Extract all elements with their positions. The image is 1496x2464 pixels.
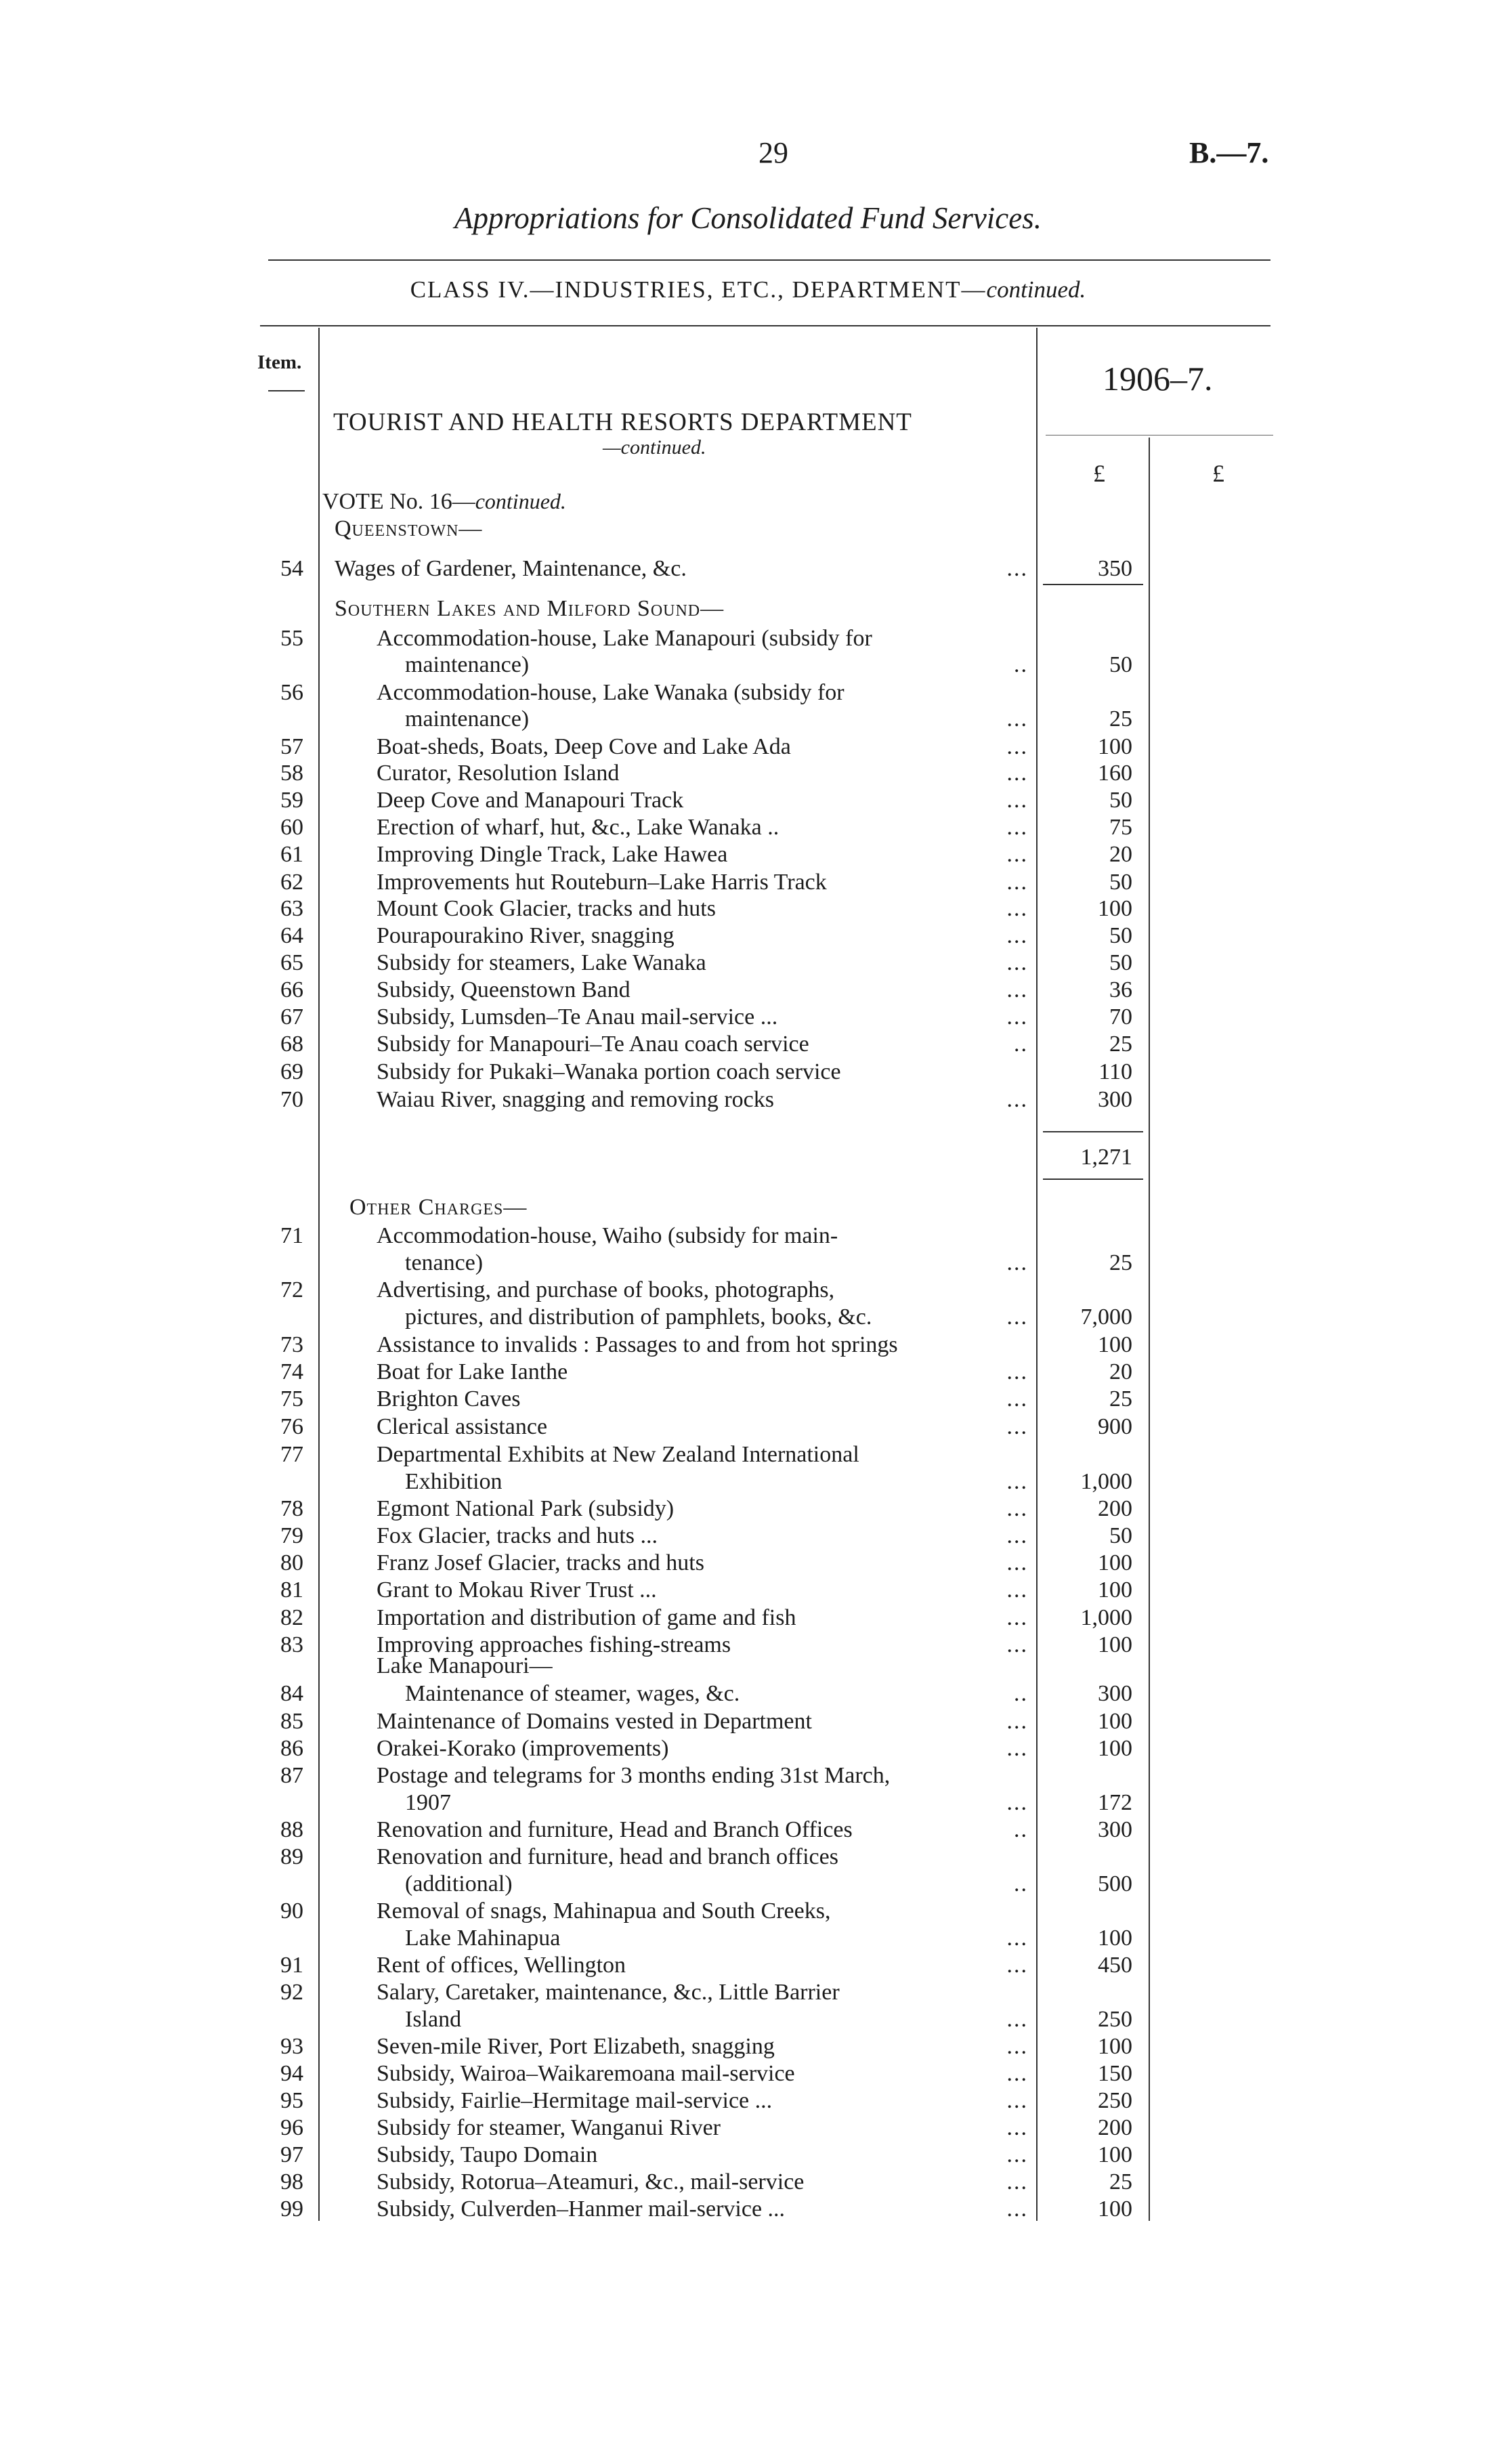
year-header: 1906–7. bbox=[1103, 360, 1213, 398]
item-amount: 25 bbox=[1109, 2169, 1132, 2194]
item-amount: 20 bbox=[1109, 842, 1132, 867]
item-description: Seven-mile River, Port Elizabeth, snagging bbox=[377, 2034, 775, 2059]
pound-header-col2: £ bbox=[1212, 460, 1224, 487]
item-amount: 250 bbox=[1098, 2007, 1132, 2032]
item-number: 79 bbox=[280, 1523, 303, 1548]
item-description: Boat for Lake Ianthe bbox=[377, 1359, 568, 1384]
item-column-header: Item. bbox=[257, 352, 302, 373]
item-number: 89 bbox=[280, 1844, 303, 1869]
leader-dots: ... bbox=[1006, 2142, 1028, 2167]
item-description: pictures, and distribution of pamphlets, books, &c. bbox=[405, 1304, 872, 1330]
item-amount: 500 bbox=[1098, 1871, 1132, 1896]
item-description: Deep Cove and Manapouri Track bbox=[377, 788, 684, 813]
table-row bbox=[0, 760, 1496, 787]
item-description: Subsidy, Rotorua–Ateamuri, &c., mail-service bbox=[377, 2169, 805, 2194]
leader-dots: ... bbox=[1006, 1359, 1028, 1384]
item-description: Improving approaches fishing-streams bbox=[377, 1632, 731, 1657]
item-amount: 100 bbox=[1098, 1550, 1132, 1575]
item-amount: 25 bbox=[1109, 1032, 1132, 1057]
item-number: 87 bbox=[280, 1763, 303, 1788]
item-number: 96 bbox=[280, 2115, 303, 2140]
leader-dots: ... bbox=[1006, 1414, 1028, 1439]
item-description: Rent of offices, Wellington bbox=[377, 1953, 626, 1978]
department-continued: —continued. bbox=[603, 436, 706, 459]
item-amount: 25 bbox=[1109, 1386, 1132, 1411]
item-amount: 50 bbox=[1109, 788, 1132, 813]
item-amount: 300 bbox=[1098, 1681, 1132, 1706]
leader-dots: ... bbox=[1006, 788, 1028, 813]
leader-dots: ... bbox=[1006, 556, 1028, 581]
item-number: 94 bbox=[280, 2061, 303, 2086]
leader-dots: ... bbox=[1006, 1605, 1028, 1630]
leader-dots: ... bbox=[1006, 1577, 1028, 1602]
item-amount: 25 bbox=[1109, 1250, 1132, 1275]
table-row bbox=[0, 1577, 1496, 1604]
leader-dots: ... bbox=[1006, 950, 1028, 975]
subtotal-top-rule-southern bbox=[1043, 1131, 1143, 1132]
item-description: Orakei-Korako (improvements) bbox=[377, 1736, 669, 1761]
leader-dots: .. bbox=[1014, 652, 1028, 677]
leader-dots: ... bbox=[1006, 1709, 1028, 1734]
item-number: 81 bbox=[280, 1577, 303, 1602]
item-description: (additional) bbox=[405, 1871, 513, 1896]
table-row bbox=[0, 1250, 1496, 1277]
item-number: 66 bbox=[280, 977, 303, 1002]
item-description: Assistance to invalids : Passages to and from hot springs bbox=[377, 1332, 898, 1357]
leader-dots: ... bbox=[1006, 2088, 1028, 2113]
leader-dots: ... bbox=[1006, 1550, 1028, 1575]
vote-heading bbox=[322, 489, 566, 515]
item-number: 95 bbox=[280, 2088, 303, 2113]
leader-dots: ... bbox=[1006, 2061, 1028, 2086]
table-row bbox=[0, 1359, 1496, 1386]
department-heading: TOURIST AND HEALTH RESORTS DEPARTMENT bbox=[333, 408, 912, 436]
table-row bbox=[0, 814, 1496, 841]
item-amount: 75 bbox=[1109, 815, 1132, 840]
vote-continued: continued. bbox=[475, 489, 566, 513]
item-amount: 100 bbox=[1098, 1332, 1132, 1357]
leader-dots: ... bbox=[1006, 2196, 1028, 2222]
item-number: 68 bbox=[280, 1032, 303, 1057]
item-number: 62 bbox=[280, 870, 303, 895]
leader-dots: ... bbox=[1006, 1087, 1028, 1112]
item-description: maintenance) bbox=[405, 652, 530, 677]
section-heading-southern-lakes: Southern Lakes and Milford Sound— bbox=[335, 596, 725, 621]
item-description: Improving Dingle Track, Lake Hawea bbox=[377, 842, 728, 867]
item-description: Maintenance of steamer, wages, &c. bbox=[405, 1681, 740, 1706]
class-heading-text: CLASS IV.—INDUSTRIES, ETC., DEPARTMENT— bbox=[410, 276, 987, 303]
table-row bbox=[0, 1414, 1496, 1441]
item-number: 75 bbox=[280, 1386, 303, 1411]
item-amount: 100 bbox=[1098, 1736, 1132, 1761]
item-amount: 25 bbox=[1109, 706, 1132, 731]
leader-dots: ... bbox=[1006, 1250, 1028, 1275]
item-amount: 160 bbox=[1098, 761, 1132, 786]
page-number: 29 bbox=[758, 136, 788, 169]
table-row bbox=[0, 706, 1496, 733]
item-amount: 100 bbox=[1098, 1577, 1132, 1602]
item-description: Subsidy, Culverden–Hanmer mail-service ... bbox=[377, 2196, 786, 2222]
item-amount: 300 bbox=[1098, 1817, 1132, 1842]
item-number: 86 bbox=[280, 1736, 303, 1761]
item-number: 78 bbox=[280, 1496, 303, 1521]
table-row bbox=[0, 1332, 1496, 1359]
item-description: maintenance) bbox=[405, 706, 530, 731]
item-number: 99 bbox=[280, 2196, 303, 2222]
table-row bbox=[0, 1386, 1496, 1413]
item-number: 71 bbox=[280, 1223, 303, 1248]
item-number: 72 bbox=[280, 1277, 303, 1302]
leader-dots: ... bbox=[1006, 761, 1028, 786]
item-number: 91 bbox=[280, 1953, 303, 1978]
item-amount: 1,000 bbox=[1080, 1469, 1132, 1494]
item-number: 64 bbox=[280, 923, 303, 948]
item-description: Subsidy, Wairoa–Waikaremoana mail-service bbox=[377, 2061, 795, 2086]
item-amount: 50 bbox=[1109, 652, 1132, 677]
table-row bbox=[0, 2115, 1496, 2142]
item-description: Subsidy for steamer, Wanganui River bbox=[377, 2115, 721, 2140]
item-amount: 100 bbox=[1098, 2196, 1132, 2222]
document-reference: B.—7. bbox=[1189, 136, 1269, 169]
table-row bbox=[0, 2142, 1496, 2169]
item-amount: 50 bbox=[1109, 923, 1132, 948]
leader-dots: ... bbox=[1006, 896, 1028, 921]
item-amount: 100 bbox=[1098, 734, 1132, 759]
item-description: Accommodation-house, Lake Manapouri (subsidy for bbox=[377, 626, 872, 651]
item-description: tenance) bbox=[405, 1250, 484, 1275]
item-description: Salary, Caretaker, maintenance, &c., Little Barrier bbox=[377, 1980, 840, 2005]
item-description: Lake Mahinapua bbox=[405, 1926, 561, 1951]
item-number: 82 bbox=[280, 1605, 303, 1630]
section-heading-other-charges: Other Charges— bbox=[349, 1195, 528, 1220]
table-row bbox=[0, 1468, 1496, 1495]
item-description: Renovation and furniture, head and branch offices bbox=[377, 1844, 838, 1869]
item-description: Island bbox=[405, 2007, 462, 2032]
table-row bbox=[0, 652, 1496, 679]
table-row bbox=[0, 787, 1496, 814]
item-amount: 70 bbox=[1109, 1004, 1132, 1029]
item-number: 67 bbox=[280, 1004, 303, 1029]
table-row bbox=[0, 2060, 1496, 2087]
table-row bbox=[0, 1277, 1496, 1304]
table-row bbox=[0, 734, 1496, 761]
item-description: Boat-sheds, Boats, Deep Cove and Lake Ada bbox=[377, 734, 791, 759]
table-row bbox=[0, 1952, 1496, 1979]
section-heading-lake-manapouri: Lake Manapouri— bbox=[377, 1653, 553, 1678]
item-number: 80 bbox=[280, 1550, 303, 1575]
item-amount: 7,000 bbox=[1080, 1304, 1132, 1330]
table-row bbox=[0, 625, 1496, 652]
item-amount: 100 bbox=[1098, 1709, 1132, 1734]
item-description: Subsidy, Lumsden–Te Anau mail-service ... bbox=[377, 1004, 778, 1029]
item-description: Pourapourakino River, snagging bbox=[377, 923, 675, 948]
table-row bbox=[0, 1708, 1496, 1735]
table-row bbox=[0, 1086, 1496, 1113]
table-row bbox=[0, 1523, 1496, 1550]
item-number: 54 bbox=[280, 556, 303, 581]
leader-dots: .. bbox=[1014, 1032, 1028, 1057]
item-description: Subsidy for steamers, Lake Wanaka bbox=[377, 950, 706, 975]
item-description: Subsidy for Manapouri–Te Anau coach service bbox=[377, 1032, 809, 1057]
table-row bbox=[0, 1605, 1496, 1632]
item-description: Subsidy for Pukaki–Wanaka portion coach service bbox=[377, 1059, 841, 1084]
item-description: Maintenance of Domains vested in Department bbox=[377, 1709, 812, 1734]
leader-dots: ... bbox=[1006, 734, 1028, 759]
item-number: 92 bbox=[280, 1980, 303, 2005]
item-description: Fox Glacier, tracks and huts ... bbox=[377, 1523, 658, 1548]
item-amount: 1,000 bbox=[1080, 1605, 1132, 1630]
leader-dots: .. bbox=[1014, 1871, 1028, 1896]
page-title: Appropriations for Consolidated Fund Services. bbox=[454, 201, 1042, 235]
leader-dots: ... bbox=[1006, 1469, 1028, 1494]
item-description: Brighton Caves bbox=[377, 1386, 521, 1411]
item-description: Postage and telegrams for 3 months ending 31st March, bbox=[377, 1763, 891, 1788]
subtotal-bottom-rule-southern bbox=[1043, 1178, 1143, 1180]
leader-dots: ... bbox=[1006, 2115, 1028, 2140]
table-row bbox=[0, 1004, 1496, 1031]
item-number: 61 bbox=[280, 842, 303, 867]
item-description: Advertising, and purchase of books, photographs, bbox=[377, 1277, 835, 1302]
item-description: Franz Josef Glacier, tracks and huts bbox=[377, 1550, 704, 1575]
table-row bbox=[0, 1680, 1496, 1707]
table-row bbox=[0, 1031, 1496, 1058]
class-heading bbox=[0, 276, 1496, 303]
leader-dots: ... bbox=[1006, 1523, 1028, 1548]
table-row bbox=[0, 2196, 1496, 2223]
item-number: 85 bbox=[280, 1709, 303, 1734]
item-amount: 100 bbox=[1098, 896, 1132, 921]
item-description: Wages of Gardener, Maintenance, &c. bbox=[335, 556, 687, 581]
table-row bbox=[0, 841, 1496, 868]
leader-dots: ... bbox=[1006, 1790, 1028, 1815]
item-number: 74 bbox=[280, 1359, 303, 1384]
class-heading-continued: continued. bbox=[986, 276, 1086, 303]
leader-dots: .. bbox=[1014, 1681, 1028, 1706]
table-row bbox=[0, 1762, 1496, 1789]
item-number: 88 bbox=[280, 1817, 303, 1842]
item-number: 55 bbox=[280, 626, 303, 651]
leader-dots: ... bbox=[1006, 1926, 1028, 1951]
table-row bbox=[0, 1735, 1496, 1762]
item-description: Subsidy, Queenstown Band bbox=[377, 977, 631, 1002]
pound-header-col1: £ bbox=[1093, 460, 1105, 487]
item-amount: 200 bbox=[1098, 1496, 1132, 1521]
table-row bbox=[0, 2169, 1496, 2196]
item-amount: 50 bbox=[1109, 1523, 1132, 1548]
item-description: Accommodation-house, Lake Wanaka (subsidy for bbox=[377, 680, 845, 705]
southern-lakes-total: 1,271 bbox=[1080, 1145, 1132, 1170]
leader-dots: ... bbox=[1006, 842, 1028, 867]
table-row bbox=[0, 869, 1496, 896]
table-row bbox=[0, 1925, 1496, 1952]
item-amount: 250 bbox=[1098, 2088, 1132, 2113]
item-amount: 200 bbox=[1098, 2115, 1132, 2140]
item-amount: 100 bbox=[1098, 1632, 1132, 1657]
item-amount: 100 bbox=[1098, 2142, 1132, 2167]
section-heading-queenstown: Queenstown— bbox=[335, 516, 483, 541]
table-top-rule bbox=[260, 325, 1270, 326]
item-number: 93 bbox=[280, 2034, 303, 2059]
item-number: 84 bbox=[280, 1681, 303, 1706]
table-row bbox=[0, 1223, 1496, 1250]
item-number: 70 bbox=[280, 1087, 303, 1112]
table-row bbox=[0, 2033, 1496, 2060]
item-number: 63 bbox=[280, 896, 303, 921]
item-number: 57 bbox=[280, 734, 303, 759]
leader-dots: ... bbox=[1006, 1736, 1028, 1761]
item-description: Improvements hut Routeburn–Lake Harris Track bbox=[377, 870, 827, 895]
table-row bbox=[0, 2006, 1496, 2033]
item-amount: 110 bbox=[1098, 1059, 1132, 1084]
item-amount: 150 bbox=[1098, 2061, 1132, 2086]
item-description: Grant to Mokau River Trust ... bbox=[377, 1577, 657, 1602]
item-amount: 350 bbox=[1098, 556, 1132, 581]
leader-dots: ... bbox=[1006, 923, 1028, 948]
table-row bbox=[0, 1059, 1496, 1086]
table-row bbox=[0, 1979, 1496, 2006]
leader-dots: ... bbox=[1006, 1632, 1028, 1657]
item-number: 60 bbox=[280, 815, 303, 840]
item-description: Curator, Resolution Island bbox=[377, 761, 620, 786]
item-amount: 300 bbox=[1098, 1087, 1132, 1112]
table-row bbox=[0, 2087, 1496, 2115]
item-number: 65 bbox=[280, 950, 303, 975]
table-row bbox=[0, 1817, 1496, 1844]
item-number: 58 bbox=[280, 761, 303, 786]
item-number: 76 bbox=[280, 1414, 303, 1439]
leader-dots: ... bbox=[1006, 2169, 1028, 2194]
table-row bbox=[0, 555, 1496, 582]
table-row bbox=[0, 950, 1496, 977]
item-number: 98 bbox=[280, 2169, 303, 2194]
leader-dots: ... bbox=[1006, 977, 1028, 1002]
item-header-rule bbox=[268, 390, 305, 391]
leader-dots: ... bbox=[1006, 870, 1028, 895]
item-number: 97 bbox=[280, 2142, 303, 2167]
leader-dots: ... bbox=[1006, 1004, 1028, 1029]
table-row bbox=[0, 1495, 1496, 1523]
table-row bbox=[0, 1441, 1496, 1468]
item-amount: 100 bbox=[1098, 2034, 1132, 2059]
leader-dots: ... bbox=[1006, 1496, 1028, 1521]
leader-dots: ... bbox=[1006, 1386, 1028, 1411]
item-description: 1907 bbox=[405, 1790, 451, 1815]
leader-dots: ... bbox=[1006, 706, 1028, 731]
item-number: 69 bbox=[280, 1059, 303, 1084]
item-description: Removal of snags, Mahinapua and South Creeks, bbox=[377, 1898, 831, 1924]
item-description: Mount Cook Glacier, tracks and huts bbox=[377, 896, 716, 921]
item-number: 73 bbox=[280, 1332, 303, 1357]
leader-dots: .. bbox=[1014, 1817, 1028, 1842]
vote-text: VOTE No. 16— bbox=[322, 489, 475, 514]
table-row bbox=[0, 977, 1496, 1004]
item-description: Exhibition bbox=[405, 1469, 503, 1494]
item-description: Importation and distribution of game and fish bbox=[377, 1605, 796, 1630]
item-description: Subsidy, Taupo Domain bbox=[377, 2142, 598, 2167]
item-description: Departmental Exhibits at New Zealand International bbox=[377, 1442, 859, 1467]
item-number: 83 bbox=[280, 1632, 303, 1657]
item-number: 77 bbox=[280, 1442, 303, 1467]
year-header-rule bbox=[1046, 435, 1273, 436]
item-description: Egmont National Park (subsidy) bbox=[377, 1496, 675, 1521]
table-row bbox=[0, 1871, 1496, 1898]
leader-dots: ... bbox=[1006, 2034, 1028, 2059]
leader-dots: ... bbox=[1006, 815, 1028, 840]
item-amount: 100 bbox=[1098, 1926, 1132, 1951]
item-number: 59 bbox=[280, 788, 303, 813]
table-row bbox=[0, 679, 1496, 706]
table-row bbox=[0, 1844, 1496, 1871]
item-number: 90 bbox=[280, 1898, 303, 1924]
item-description: Accommodation-house, Waiho (subsidy for main- bbox=[377, 1223, 838, 1248]
item-description: Renovation and furniture, Head and Branch Offices bbox=[377, 1817, 853, 1842]
table-row bbox=[0, 922, 1496, 950]
leader-dots: ... bbox=[1006, 1953, 1028, 1978]
table-row bbox=[0, 1632, 1496, 1659]
item-amount: 450 bbox=[1098, 1953, 1132, 1978]
item-amount: 900 bbox=[1098, 1414, 1132, 1439]
leader-dots: ... bbox=[1006, 2007, 1028, 2032]
item-description: Erection of wharf, hut, &c., Lake Wanaka .. bbox=[377, 815, 779, 840]
item-amount: 50 bbox=[1109, 870, 1132, 895]
title-rule bbox=[268, 259, 1270, 261]
item-description: Subsidy, Fairlie–Hermitage mail-service ... bbox=[377, 2088, 773, 2113]
table-row bbox=[0, 1550, 1496, 1577]
item-amount: 50 bbox=[1109, 950, 1132, 975]
item-amount: 20 bbox=[1109, 1359, 1132, 1384]
item-description: Waiau River, snagging and removing rocks bbox=[377, 1087, 774, 1112]
item-amount: 172 bbox=[1098, 1790, 1132, 1815]
item-number: 56 bbox=[280, 680, 303, 705]
leader-dots: ... bbox=[1006, 1304, 1028, 1330]
table-row bbox=[0, 1304, 1496, 1331]
table-row bbox=[0, 1789, 1496, 1817]
table-row bbox=[0, 895, 1496, 922]
item-amount: 36 bbox=[1109, 977, 1132, 1002]
subtotal-rule-queenstown bbox=[1043, 584, 1143, 585]
item-description: Clerical assistance bbox=[377, 1414, 548, 1439]
table-row bbox=[0, 1898, 1496, 1925]
